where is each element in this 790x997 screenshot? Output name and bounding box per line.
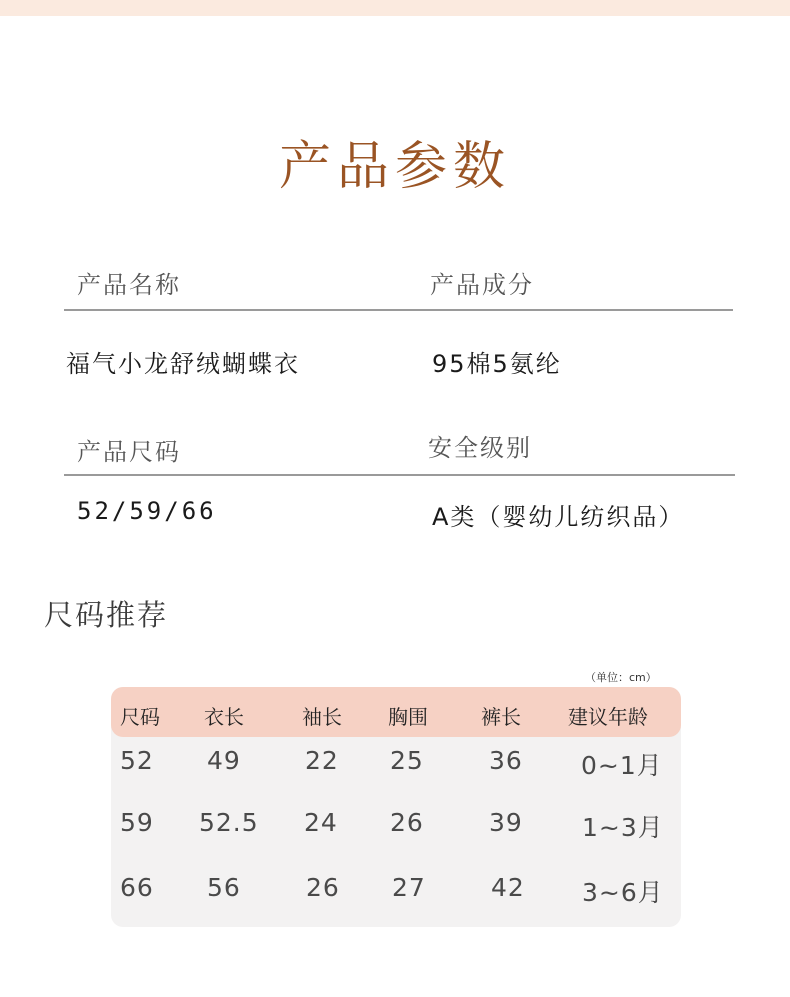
column-header-sleeve: 袖长 bbox=[302, 705, 342, 729]
product-composition-value: 95棉5氨纶 bbox=[432, 350, 562, 378]
table-header bbox=[111, 687, 681, 737]
size-table bbox=[111, 687, 681, 927]
table-cell: 26 bbox=[306, 873, 340, 902]
table-cell: 25 bbox=[390, 746, 424, 775]
safety-level-label: 安全级别 bbox=[428, 434, 532, 462]
product-size-label: 产品尺码 bbox=[77, 438, 181, 466]
product-composition-label: 产品成分 bbox=[430, 271, 534, 299]
product-size-value: 52/59/66 bbox=[77, 497, 217, 525]
table-cell: 49 bbox=[207, 746, 241, 775]
product-name-value: 福气小龙舒绒蝴蝶衣 bbox=[66, 350, 300, 378]
column-header-pants: 裤长 bbox=[481, 705, 521, 729]
product-name-label: 产品名称 bbox=[77, 271, 181, 299]
column-header-age: 建议年龄 bbox=[568, 705, 648, 729]
table-cell: 52 bbox=[120, 746, 154, 775]
table-cell: 0~1月 bbox=[581, 751, 663, 780]
table-cell: 56 bbox=[207, 873, 241, 902]
table-cell: 22 bbox=[305, 746, 339, 775]
table-cell: 1~3月 bbox=[582, 813, 664, 842]
column-header-size: 尺码 bbox=[120, 705, 160, 729]
top-band bbox=[0, 0, 790, 16]
column-header-chest: 胸围 bbox=[388, 705, 428, 729]
table-cell: 59 bbox=[120, 808, 154, 837]
safety-level-value: A类（婴幼儿纺织品） bbox=[432, 503, 685, 531]
table-cell: 66 bbox=[120, 873, 154, 902]
table-cell: 26 bbox=[390, 808, 424, 837]
table-cell: 42 bbox=[491, 873, 525, 902]
table-cell: 52.5 bbox=[199, 808, 259, 837]
divider-1 bbox=[64, 309, 733, 311]
table-cell: 36 bbox=[489, 746, 523, 775]
page-title: 产品参数 bbox=[278, 137, 511, 197]
table-cell: 3~6月 bbox=[582, 878, 664, 907]
column-header-length: 衣长 bbox=[204, 705, 244, 729]
unit-note: （单位：cm） bbox=[585, 671, 657, 684]
table-cell: 24 bbox=[304, 808, 338, 837]
table-cell: 27 bbox=[392, 873, 426, 902]
table-cell: 39 bbox=[489, 808, 523, 837]
divider-2 bbox=[64, 474, 735, 476]
size-recommend-title: 尺码推荐 bbox=[44, 598, 169, 632]
